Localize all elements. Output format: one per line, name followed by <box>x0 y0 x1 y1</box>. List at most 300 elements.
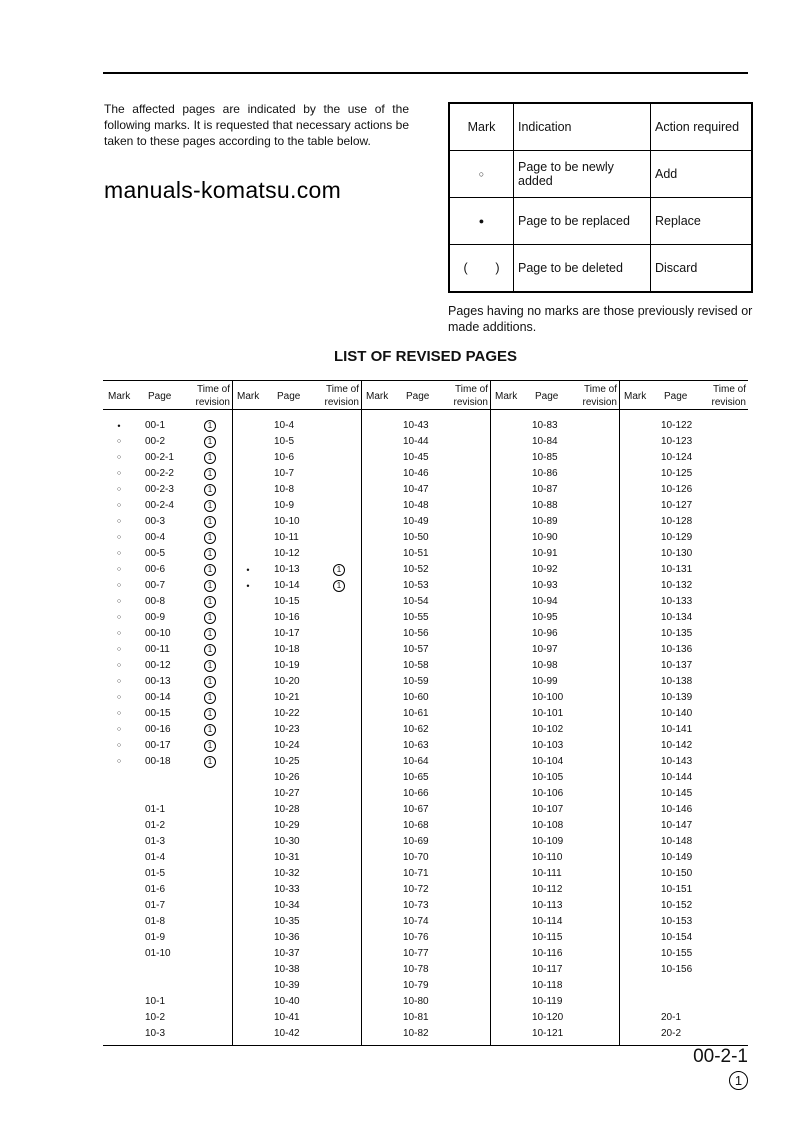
row-page: 10-52 <box>403 564 429 575</box>
row-page: 10-146 <box>661 804 693 815</box>
revision-cell <box>203 610 217 626</box>
legend-action: Discard <box>651 245 753 293</box>
row-mark: • <box>117 421 121 431</box>
row-page: 10-63 <box>403 740 429 751</box>
row-page: 10-73 <box>403 900 429 911</box>
row-page: 10-79 <box>403 980 429 991</box>
row-page: 10-1 <box>145 996 166 1007</box>
row-page: 10-145 <box>661 788 693 799</box>
header-mark: Mark <box>237 391 260 402</box>
legend-action: Replace <box>651 198 753 245</box>
row-page: 10-142 <box>661 740 693 751</box>
legend-row <box>449 151 752 198</box>
row-page: 10-129 <box>661 532 693 543</box>
row-page: 10-35 <box>274 916 300 927</box>
row-page: 00-9 <box>145 612 166 623</box>
column-group-3 <box>361 381 491 1045</box>
revision-cell <box>203 706 217 722</box>
row-mark: ○ <box>116 566 122 573</box>
row-page: 10-23 <box>274 724 300 735</box>
marks-legend-table <box>448 102 753 293</box>
row-mark: ○ <box>116 454 122 461</box>
row-mark: ○ <box>116 518 122 525</box>
row-page: 10-21 <box>274 692 300 703</box>
row-page: 10-128 <box>661 516 693 527</box>
row-page: 10-111 <box>532 868 562 879</box>
row-page: 10-123 <box>661 436 693 447</box>
row-page: 10-148 <box>661 836 693 847</box>
header-page: Page <box>148 391 172 402</box>
revision-cell <box>203 578 217 594</box>
legend-row <box>449 198 752 245</box>
row-page: 10-24 <box>274 740 300 751</box>
legend-note: Pages having no marks are those previously revised or made additions. <box>448 304 753 334</box>
row-page: 00-2-1 <box>145 452 174 463</box>
row-page: 10-29 <box>274 820 300 831</box>
row-page: 10-64 <box>403 756 429 767</box>
row-page: 10-151 <box>661 884 693 895</box>
row-page: 10-78 <box>403 964 429 975</box>
row-mark: ○ <box>116 710 122 717</box>
revision-cell <box>203 642 217 658</box>
row-page: 10-150 <box>661 868 693 879</box>
row-page: 10-11 <box>274 532 299 543</box>
row-revision: 1 <box>204 548 216 560</box>
row-page: 10-19 <box>274 660 300 671</box>
header-page: Page <box>664 391 688 402</box>
row-revision: 1 <box>204 708 216 720</box>
row-page: 00-7 <box>145 580 166 591</box>
revision-cell <box>203 546 217 562</box>
row-page: 10-50 <box>403 532 429 543</box>
row-revision: 1 <box>204 644 216 656</box>
row-page: 10-94 <box>532 596 558 607</box>
row-page: 10-132 <box>661 580 693 591</box>
legend-mark-add: ○ <box>449 151 514 198</box>
row-page: 01-4 <box>145 852 166 863</box>
row-page: 01-8 <box>145 916 166 927</box>
row-mark: ○ <box>116 470 122 477</box>
row-page: 10-41 <box>274 1012 300 1023</box>
row-page: 10-97 <box>532 644 558 655</box>
legend-indication: Page to be replaced <box>514 198 651 245</box>
row-page: 10-39 <box>274 980 300 991</box>
row-page: 00-17 <box>145 740 171 751</box>
column-group-2 <box>232 381 362 1045</box>
row-mark: ○ <box>116 534 122 541</box>
header-mark: Mark <box>108 391 131 402</box>
row-page: 10-76 <box>403 932 429 943</box>
revision-cell <box>203 754 217 770</box>
legend-header-mark: Mark <box>449 103 514 151</box>
top-rule <box>103 72 748 74</box>
row-page: 10-149 <box>661 852 693 863</box>
row-page: 10-2 <box>145 1012 166 1023</box>
header-mark: Mark <box>366 391 389 402</box>
row-mark: ○ <box>116 630 122 637</box>
row-page: 10-69 <box>403 836 429 847</box>
row-page: 10-122 <box>661 420 693 431</box>
row-page: 10-81 <box>403 1012 429 1023</box>
row-page: 10-115 <box>532 932 563 943</box>
row-page: 10-89 <box>532 516 558 527</box>
row-page: 10-44 <box>403 436 429 447</box>
row-page: 10-57 <box>403 644 429 655</box>
row-page: 10-133 <box>661 596 693 607</box>
row-page: 00-2-4 <box>145 500 174 511</box>
revision-cell <box>203 498 217 514</box>
row-page: 10-56 <box>403 628 429 639</box>
row-page: 10-126 <box>661 484 693 495</box>
header-time-of-revision: Time of revision <box>324 384 359 408</box>
row-mark: ○ <box>116 582 122 589</box>
row-page: 10-25 <box>274 756 300 767</box>
row-page: 10-112 <box>532 884 563 895</box>
row-page: 10-92 <box>532 564 558 575</box>
row-mark: • <box>246 581 250 591</box>
row-revision: 1 <box>204 564 216 576</box>
row-page: 01-6 <box>145 884 166 895</box>
row-page: 10-58 <box>403 660 429 671</box>
row-page: 10-9 <box>274 500 295 511</box>
row-page: 10-6 <box>274 452 295 463</box>
revision-cell <box>203 626 217 642</box>
legend-header-indication: Indication <box>514 103 651 151</box>
row-mark: ○ <box>116 758 122 765</box>
legend-indication: Page to be deleted <box>514 245 651 293</box>
row-page: 00-12 <box>145 660 171 671</box>
revision-cell <box>203 674 217 690</box>
row-page: 10-42 <box>274 1028 300 1039</box>
row-page: 10-144 <box>661 772 693 783</box>
revision-cell <box>203 690 217 706</box>
row-page: 10-65 <box>403 772 429 783</box>
row-page: 00-16 <box>145 724 171 735</box>
watermark: manuals-komatsu.com <box>104 177 342 203</box>
row-page: 10-34 <box>274 900 300 911</box>
row-page: 10-105 <box>532 772 564 783</box>
row-mark: ○ <box>116 646 122 653</box>
header-time-of-revision: Time of revision <box>582 384 617 408</box>
row-page: 10-5 <box>274 436 295 447</box>
row-page: 10-72 <box>403 884 429 895</box>
row-revision: 1 <box>204 516 216 528</box>
row-page: 00-4 <box>145 532 166 543</box>
row-page: 01-3 <box>145 836 166 847</box>
row-page: 10-80 <box>403 996 429 1007</box>
row-page: 10-36 <box>274 932 300 943</box>
row-page: 10-43 <box>403 420 429 431</box>
row-page: 01-2 <box>145 820 166 831</box>
row-mark: ○ <box>116 598 122 605</box>
revision-cell <box>203 658 217 674</box>
row-page: 10-68 <box>403 820 429 831</box>
row-page: 10-130 <box>661 548 693 559</box>
row-page: 10-138 <box>661 676 693 687</box>
row-revision: 1 <box>204 660 216 672</box>
legend-mark-delete: ( ) <box>449 245 514 293</box>
row-page: 10-62 <box>403 724 429 735</box>
row-page: 10-85 <box>532 452 558 463</box>
row-page: 10-67 <box>403 804 429 815</box>
row-page: 10-134 <box>661 612 693 623</box>
row-page: 01-5 <box>145 868 166 879</box>
row-page: 10-118 <box>532 980 563 991</box>
row-page: 10-103 <box>532 740 564 751</box>
row-page: 10-90 <box>532 532 558 543</box>
row-mark: ○ <box>116 550 122 557</box>
row-page: 00-18 <box>145 756 171 767</box>
row-page: 10-127 <box>661 500 693 511</box>
header-time-of-revision: Time of revision <box>711 384 746 408</box>
row-page: 10-131 <box>661 564 693 575</box>
revision-cell <box>203 722 217 738</box>
header-mark: Mark <box>624 391 647 402</box>
row-page: 10-10 <box>274 516 300 527</box>
row-page: 10-152 <box>661 900 693 911</box>
row-page: 10-108 <box>532 820 564 831</box>
row-page: 10-100 <box>532 692 564 703</box>
row-page: 10-61 <box>403 708 429 719</box>
row-page: 10-47 <box>403 484 429 495</box>
row-mark: ○ <box>116 614 122 621</box>
row-page: 10-98 <box>532 660 558 671</box>
row-page: 10-101 <box>532 708 564 719</box>
row-page: 10-116 <box>532 948 563 959</box>
row-revision: 1 <box>204 676 216 688</box>
row-revision: 1 <box>204 756 216 768</box>
row-mark: ○ <box>116 726 122 733</box>
header-time-of-revision: Time of revision <box>195 384 230 408</box>
row-page: 10-87 <box>532 484 558 495</box>
row-page: 10-13 <box>274 564 300 575</box>
revision-cell <box>203 450 217 466</box>
row-page: 10-20 <box>274 676 300 687</box>
legend-row <box>449 245 752 293</box>
row-page: 10-45 <box>403 452 429 463</box>
row-mark: ○ <box>116 502 122 509</box>
legend-indication: Page to be newly added <box>514 151 651 198</box>
column-group-1 <box>103 381 233 1045</box>
row-page: 10-91 <box>532 548 558 559</box>
row-revision: 1 <box>204 484 216 496</box>
row-page: 10-4 <box>274 420 295 431</box>
row-page: 01-7 <box>145 900 166 911</box>
header-time-of-revision: Time of revision <box>453 384 488 408</box>
row-page: 20-2 <box>661 1028 682 1039</box>
row-page: 00-13 <box>145 676 171 687</box>
row-revision: 1 <box>333 580 345 592</box>
row-page: 01-1 <box>145 804 166 815</box>
row-page: 10-139 <box>661 692 693 703</box>
row-revision: 1 <box>204 596 216 608</box>
row-page: 10-77 <box>403 948 429 959</box>
revision-cell <box>332 578 346 594</box>
row-page: 10-136 <box>661 644 693 655</box>
row-page: 10-31 <box>274 852 300 863</box>
legend-header-row <box>449 103 752 151</box>
row-page: 00-10 <box>145 628 171 639</box>
legend-mark-replace: ● <box>449 198 514 245</box>
row-page: 00-2-3 <box>145 484 174 495</box>
row-revision: 1 <box>333 564 345 576</box>
row-page: 10-137 <box>661 660 693 671</box>
row-page: 10-83 <box>532 420 558 431</box>
row-mark: • <box>246 565 250 575</box>
row-mark: ○ <box>116 662 122 669</box>
revision-cell <box>203 482 217 498</box>
row-page: 10-141 <box>661 724 693 735</box>
row-page: 10-12 <box>274 548 300 559</box>
revision-cell <box>203 530 217 546</box>
row-page: 10-70 <box>403 852 429 863</box>
row-page: 10-26 <box>274 772 300 783</box>
row-revision: 1 <box>204 692 216 704</box>
row-page: 00-15 <box>145 708 171 719</box>
row-page: 10-140 <box>661 708 693 719</box>
header-page: Page <box>406 391 430 402</box>
row-mark: ○ <box>116 694 122 701</box>
row-page: 00-3 <box>145 516 166 527</box>
row-revision: 1 <box>204 580 216 592</box>
revision-cell <box>203 514 217 530</box>
row-page: 10-147 <box>661 820 693 831</box>
row-page: 10-33 <box>274 884 300 895</box>
row-page: 10-18 <box>274 644 300 655</box>
row-page: 00-14 <box>145 692 171 703</box>
row-page: 10-53 <box>403 580 429 591</box>
row-page: 00-1 <box>145 420 166 431</box>
intro-paragraph: The affected pages are indicated by the use of the following marks. It is requested that necessary actions be taken to these pages according to the table below. <box>104 102 409 148</box>
legend-header-action: Action required <box>651 103 753 151</box>
row-page: 10-8 <box>274 484 295 495</box>
row-page: 10-48 <box>403 500 429 511</box>
row-page: 10-49 <box>403 516 429 527</box>
row-page: 00-2 <box>145 436 166 447</box>
row-revision: 1 <box>204 468 216 480</box>
row-page: 10-135 <box>661 628 693 639</box>
row-revision: 1 <box>204 500 216 512</box>
row-page: 10-54 <box>403 596 429 607</box>
list-title: LIST OF REVISED PAGES <box>333 348 518 365</box>
row-page: 10-104 <box>532 756 564 767</box>
revision-cell <box>203 562 217 578</box>
row-page: 10-107 <box>532 804 564 815</box>
row-page: 10-120 <box>532 1012 564 1023</box>
row-page: 10-55 <box>403 612 429 623</box>
row-page: 10-22 <box>274 708 300 719</box>
row-page: 10-17 <box>274 628 300 639</box>
row-page: 10-27 <box>274 788 300 799</box>
row-page: 10-3 <box>145 1028 166 1039</box>
row-page: 10-110 <box>532 852 563 863</box>
revision-cell <box>332 562 346 578</box>
row-page: 10-117 <box>532 964 563 975</box>
row-revision: 1 <box>204 724 216 736</box>
row-page: 10-30 <box>274 836 300 847</box>
header-page: Page <box>277 391 301 402</box>
row-page: 00-2-2 <box>145 468 174 479</box>
row-page: 10-143 <box>661 756 693 767</box>
row-page: 10-7 <box>274 468 295 479</box>
row-page: 10-32 <box>274 868 300 879</box>
column-group-5 <box>619 381 748 1045</box>
row-page: 00-8 <box>145 596 166 607</box>
row-page: 10-59 <box>403 676 429 687</box>
row-page: 10-16 <box>274 612 300 623</box>
row-page: 10-15 <box>274 596 300 607</box>
row-page: 10-119 <box>532 996 563 1007</box>
row-page: 10-88 <box>532 500 558 511</box>
row-page: 10-71 <box>403 868 429 879</box>
row-page: 10-153 <box>661 916 693 927</box>
revision-cell <box>203 418 217 434</box>
row-revision: 1 <box>204 612 216 624</box>
header-page: Page <box>535 391 559 402</box>
row-page: 10-82 <box>403 1028 429 1039</box>
row-mark: ○ <box>116 742 122 749</box>
column-group-4 <box>490 381 620 1045</box>
row-page: 10-154 <box>661 932 693 943</box>
revision-cell <box>203 466 217 482</box>
row-page: 20-1 <box>661 1012 682 1023</box>
row-page: 00-11 <box>145 644 170 655</box>
revision-cell <box>203 738 217 754</box>
revision-cell <box>203 434 217 450</box>
row-page: 10-14 <box>274 580 300 591</box>
legend-action: Add <box>651 151 753 198</box>
row-revision: 1 <box>204 628 216 640</box>
row-revision: 1 <box>204 740 216 752</box>
row-page: 10-95 <box>532 612 558 623</box>
row-revision: 1 <box>204 452 216 464</box>
row-page: 10-125 <box>661 468 693 479</box>
row-page: 10-155 <box>661 948 693 959</box>
row-page: 10-96 <box>532 628 558 639</box>
row-page: 10-121 <box>532 1028 564 1039</box>
row-page: 10-99 <box>532 676 558 687</box>
row-page: 10-60 <box>403 692 429 703</box>
header-mark: Mark <box>495 391 518 402</box>
row-revision: 1 <box>204 436 216 448</box>
row-page: 10-84 <box>532 436 558 447</box>
revised-pages-table <box>103 380 748 1046</box>
row-page: 00-6 <box>145 564 166 575</box>
revision-cell <box>203 594 217 610</box>
row-page: 10-113 <box>532 900 563 911</box>
row-mark: ○ <box>116 486 122 493</box>
revision-circle: 1 <box>729 1071 748 1090</box>
row-page: 10-106 <box>532 788 564 799</box>
row-page: 10-51 <box>403 548 429 559</box>
row-page: 10-86 <box>532 468 558 479</box>
row-page: 10-40 <box>274 996 300 1007</box>
row-revision: 1 <box>204 420 216 432</box>
page-number: 00-2-1 <box>693 1046 748 1067</box>
row-mark: ○ <box>116 678 122 685</box>
row-page: 10-38 <box>274 964 300 975</box>
row-page: 10-46 <box>403 468 429 479</box>
row-page: 10-124 <box>661 452 693 463</box>
row-revision: 1 <box>204 532 216 544</box>
row-page: 01-10 <box>145 948 171 959</box>
row-page: 01-9 <box>145 932 166 943</box>
row-page: 10-37 <box>274 948 300 959</box>
row-page: 10-93 <box>532 580 558 591</box>
row-page: 10-156 <box>661 964 693 975</box>
row-page: 10-74 <box>403 916 429 927</box>
row-page: 10-28 <box>274 804 300 815</box>
